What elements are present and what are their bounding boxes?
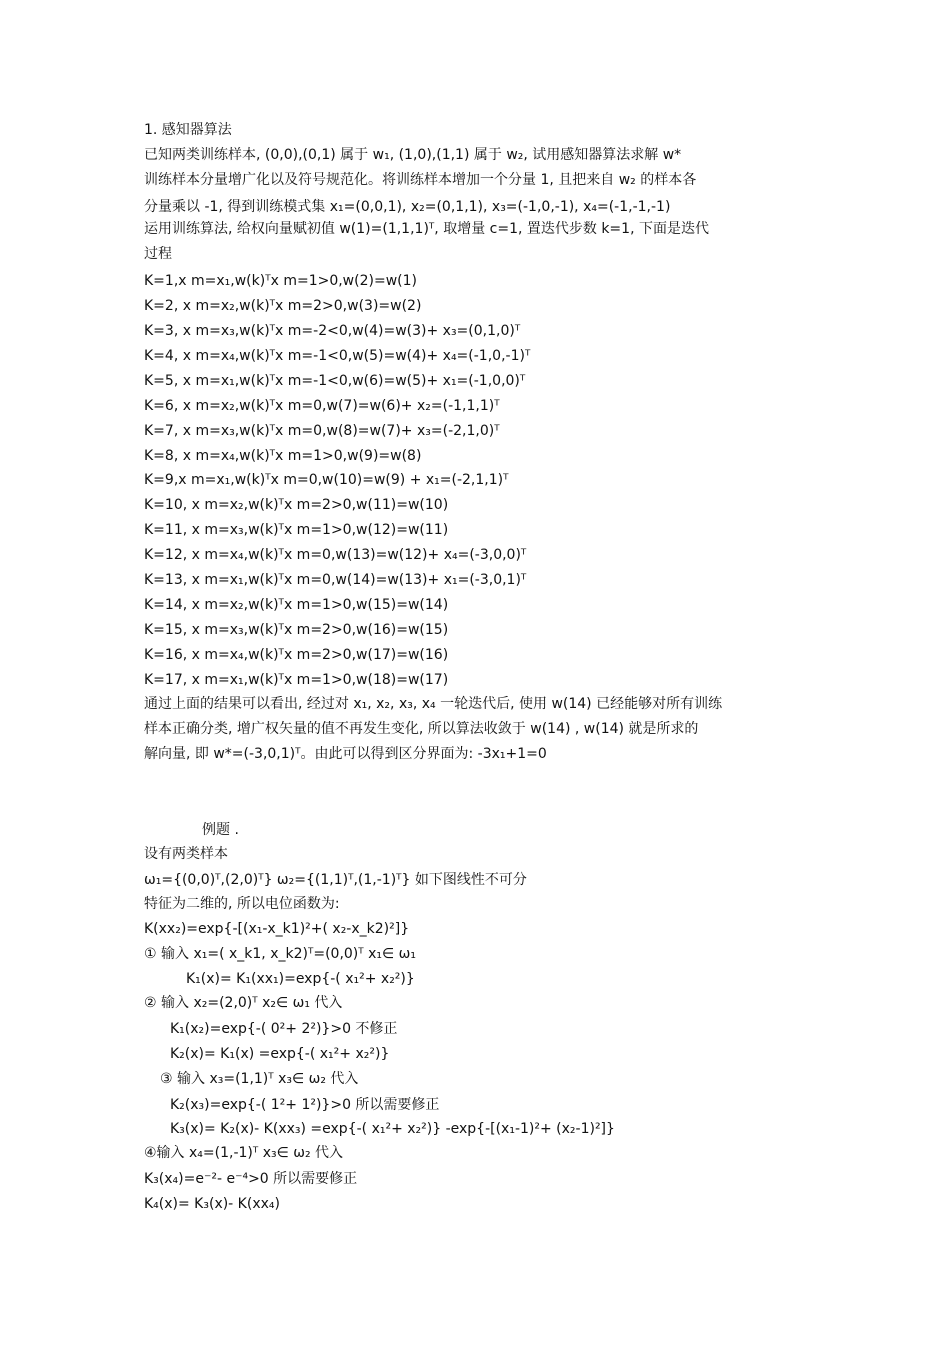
iteration-line: K=13, x m=x₁,w(k)ᵀx m=0,w(14)=w(13)+ x₁=(-3,0,1)ᵀ [144,572,527,588]
example-line: ② 输入 x₂=(2,0)ᵀ x₂∈ ω₁ 代入 [144,995,343,1011]
iteration-line: K=8, x m=x₄,w(k)ᵀx m=1>0,w(9)=w(8) [144,448,422,464]
example-line: K₁(x)= K₁(xx₁)=exp{-( x₁²+ x₂²)} [186,971,415,987]
example-line: K₃(x₄)=e⁻²- e⁻⁴>0 所以需要修正 [144,1171,358,1187]
intro-line-5: 过程 [144,246,172,262]
example-line: K₂(x)= K₁(x) =exp{-( x₁²+ x₂²)} [170,1046,390,1062]
intro-line-1: 已知两类训练样本, (0,0),(0,1) 属于 w₁, (1,0),(1,1) 属于 w₂, 试用感知器算法求解 w* [144,147,682,163]
conclusion-line-3: 解向量, 即 w*=(-3,0,1)ᵀ。由此可以得到区分界面为: -3x₁+1=0 [144,746,547,762]
iteration-line: K=7, x m=x₃,w(k)ᵀx m=0,w(8)=w(7)+ x₃=(-2,1,0)ᵀ [144,423,500,439]
iteration-line: K=1,x m=x₁,w(k)ᵀx m=1>0,w(2)=w(1) [144,273,417,289]
example-line: ③ 输入 x₃=(1,1)ᵀ x₃∈ ω₂ 代入 [160,1071,359,1087]
example-line: K₄(x)= K₃(x)- K(xx₄) [144,1196,280,1212]
intro-line-2: 训练样本分量增广化以及符号规范化。将训练样本增加一个分量 1, 且把来自 w₂ 的样本各 [144,172,697,188]
intro-line-4: 运用训练算法, 给权向量赋初值 w(1)=(1,1,1)ᵀ, 取增量 c=1, 置迭代步数 k=1, 下面是迭代 [144,221,709,237]
iteration-line: K=9,x m=x₁,w(k)ᵀx m=0,w(10)=w(9) + x₁=(-2,1,1)ᵀ [144,472,509,488]
iteration-line: K=17, x m=x₁,w(k)ᵀx m=1>0,w(18)=w(17) [144,672,449,688]
example-line: 设有两类样本 [144,846,228,862]
iteration-line: K=10, x m=x₂,w(k)ᵀx m=2>0,w(11)=w(10) [144,497,449,513]
example-line: ④输入 x₄=(1,-1)ᵀ x₃∈ ω₂ 代入 [144,1145,344,1161]
iteration-line: K=3, x m=x₃,w(k)ᵀx m=-2<0,w(4)=w(3)+ x₃=(0,1,0)ᵀ [144,323,521,339]
iteration-line: K=15, x m=x₃,w(k)ᵀx m=2>0,w(16)=w(15) [144,622,449,638]
iteration-line: K=4, x m=x₄,w(k)ᵀx m=-1<0,w(5)=w(4)+ x₄=(-1,0,-1)ᵀ [144,348,531,364]
iteration-line: K=16, x m=x₄,w(k)ᵀx m=2>0,w(17)=w(16) [144,647,449,663]
example-line: K(xx₂)=exp{-[(x₁-x_k1)²+( x₂-x_k2)²]} [144,921,410,937]
iteration-line: K=12, x m=x₄,w(k)ᵀx m=0,w(13)=w(12)+ x₄=(-3,0,0)ᵀ [144,547,527,563]
example-line: ω₁={(0,0)ᵀ,(2,0)ᵀ} ω₂={(1,1)ᵀ,(1,-1)ᵀ} 如下图线性不可分 [144,872,527,888]
iteration-line: K=2, x m=x₂,w(k)ᵀx m=2>0,w(3)=w(2) [144,298,422,314]
iteration-line: K=14, x m=x₂,w(k)ᵀx m=1>0,w(15)=w(14) [144,597,449,613]
example-line: K₃(x)= K₂(x)- K(xx₃) =exp{-( x₁²+ x₂²)} -exp{-[(x₁-1)²+ (x₂-1)²]} [170,1121,615,1137]
iteration-line: K=11, x m=x₃,w(k)ᵀx m=1>0,w(12)=w(11) [144,522,449,538]
conclusion-line-2: 样本正确分类, 增广权矢量的值不再发生变化, 所以算法收敛于 w(14) , w(14) 就是所求的 [144,721,699,737]
example-line: 特征为二维的, 所以电位函数为: [144,896,340,912]
iteration-line: K=6, x m=x₂,w(k)ᵀx m=0,w(7)=w(6)+ x₂=(-1,1,1)ᵀ [144,398,500,414]
iteration-line: K=5, x m=x₁,w(k)ᵀx m=-1<0,w(6)=w(5)+ x₁=(-1,0,0)ᵀ [144,373,526,389]
example-line: K₁(x₂)=exp{-( 0²+ 2²)}>0 不修正 [170,1021,398,1037]
example-line: ① 输入 x₁=( x_k1, x_k2)ᵀ=(0,0)ᵀ x₁∈ ω₁ [144,946,416,962]
intro-line-3: 分量乘以 -1, 得到训练模式集 x₁=(0,0,1), x₂=(0,1,1), x₃=(-1,0,-1), x₄=(-1,-1,-1) [144,199,671,215]
example-line: K₂(x₃)=exp{-( 1²+ 1²)}>0 所以需要修正 [170,1097,440,1113]
section2-heading: 例题 . [202,822,239,838]
conclusion-line-1: 通过上面的结果可以看出, 经过对 x₁, x₂, x₃, x₄ 一轮迭代后, 使用 w(14) 已经能够对所有训练 [144,696,723,712]
section1-heading: 1. 感知器算法 [144,122,232,138]
